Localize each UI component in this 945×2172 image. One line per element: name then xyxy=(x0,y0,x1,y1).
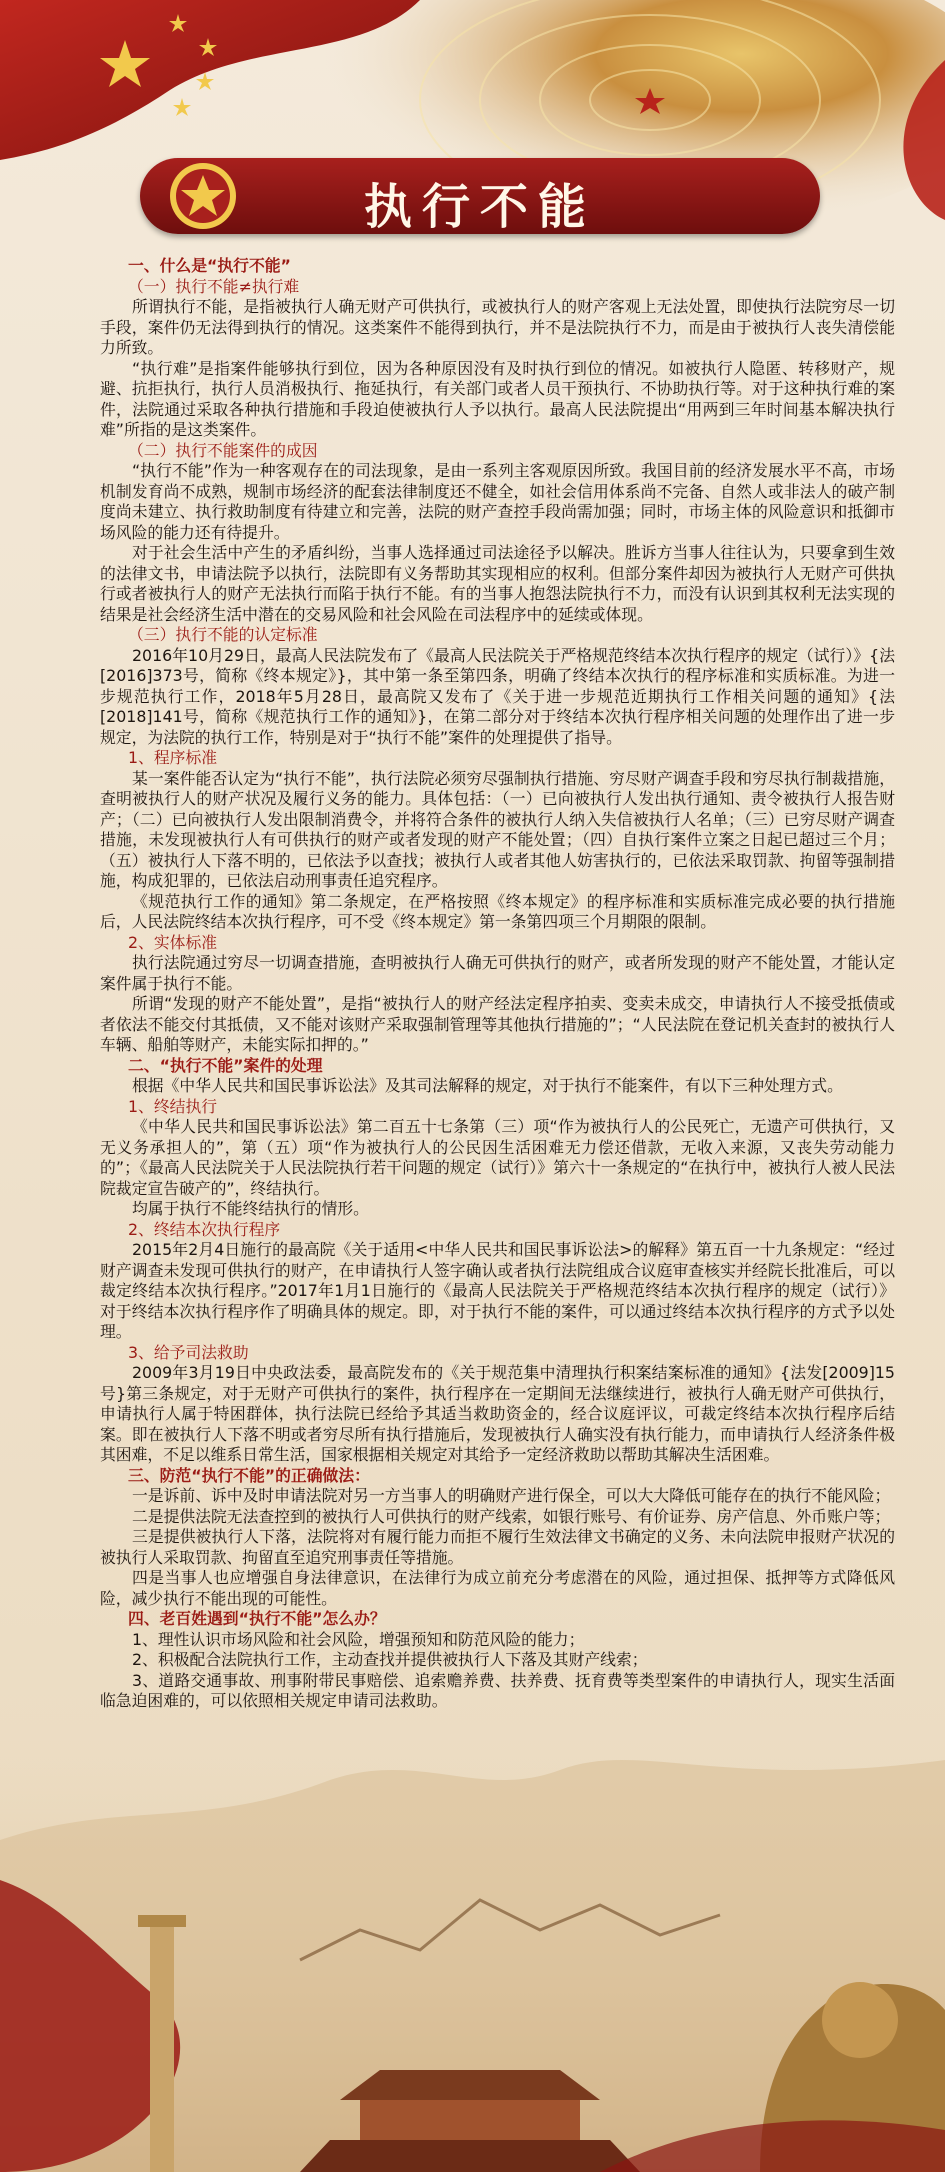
paragraph: 执行法院通过穷尽一切调查措施，查明被执行人确无可供执行的财产，或者所发现的财产不能处置，才能认定案件属于执行不能。 xyxy=(100,953,895,993)
section-heading: 三、防范“执行不能”的正确做法： xyxy=(128,1465,370,1485)
section-heading: （一）执行不能≠执行难 xyxy=(128,276,300,296)
paragraph: 《中华人民共和国民事诉讼法》第二百五十七条第（三）项“作为被执行人的公民死亡，无遗产可供执行，又无义务承担人的”，第（五）项“作为被执行人的公民因生活困难无力偿还借款，无收入来源，又丧失劳动能力的”；《最高人民法院关于人民法院执行若干问题的规定（试行）》第六十一条规定的“在执行中，被执行人被人民法院裁定宣告破产的”，终结执行。 xyxy=(100,1117,895,1198)
section-heading: 2、终结本次执行程序 xyxy=(128,1219,281,1239)
paragraph: 一是诉前、诉中及时申请法院对另一方当事人的明确财产进行保全，可以大大降低可能存在的执行不能风险； xyxy=(132,1486,891,1505)
paragraph: 3、道路交通事故、刑事附带民事赔偿、追索赡养费、扶养费、抚育费等类型案件的申请执行人，现实生活面临急迫困难的，可以依照相关规定申请司法救助。 xyxy=(100,1670,895,1710)
section-heading: 1、程序标准 xyxy=(128,748,218,767)
paragraph: 2、积极配合法院执行工作，主动查找并提供被执行人下落及其财产线索； xyxy=(132,1650,648,1669)
section-heading: 2、实体标准 xyxy=(128,932,218,952)
section-heading: 四、老百姓遇到“执行不能”怎么办？ xyxy=(128,1609,386,1628)
star-emblem-icon xyxy=(168,161,238,231)
paragraph: 根据《中华人民共和国民事诉讼法》及其司法解释的规定，对于执行不能案件，有以下三种处理方式。 xyxy=(132,1076,843,1095)
paragraph: 2009年3月19日中央政法委，最高院发布的《关于规范集中清理执行积案结案标准的通知》{法发[2009]15号}第三条规定，对于无财产可供执行的案件，执行程序在一定期间无法继续进行，被执行人确无财产可供执行，申请执行人属于特困群体，执行法院已经给予其适当救助资金的，经合议庭评议，可裁定终结本次执行程序后结案。即在被执行人下落不明或者穷尽所有执行措施后，发现被执行人确实没有执行能力，而申请执行人经济条件极其困难，不足以维系日常生活，国家根据相关规定对其给予一定经济救助以帮助其解决生活困难。 xyxy=(100,1363,895,1464)
section-heading: 一、什么是“执行不能” xyxy=(128,256,291,275)
paragraph: 三是提供被执行人下落，法院将对有履行能力而拒不履行生效法律文书确定的义务、未向法院申报财产状况的被执行人采取罚款、拘留直至追究刑事责任等措施。 xyxy=(100,1527,895,1567)
section-heading: 3、给予司法救助 xyxy=(128,1342,249,1362)
article-body xyxy=(100,256,895,1712)
section-heading: （三）执行不能的认定标准 xyxy=(128,625,318,644)
title-banner xyxy=(140,158,820,234)
paragraph: 所谓执行不能，是指被执行人确无财产可供执行，或被执行人的财产客观上无法处置，即使执行法院穷尽一切手段，案件仍无法得到执行的情况。这类案件不能得到执行，并不是法院执行不力，而是由于被执行人丧失清偿能力所致。 xyxy=(100,297,895,357)
section-heading: （二）执行不能案件的成因 xyxy=(128,440,318,460)
section-heading: 1、终结执行 xyxy=(128,1096,218,1116)
paragraph: 1、理性认识市场风险和社会风险，增强预知和防范风险的能力； xyxy=(132,1629,585,1649)
section-heading: 二、“执行不能”案件的处理 xyxy=(128,1055,323,1075)
page-title: 执行不能 xyxy=(363,179,596,235)
paragraph: 《规范执行工作的通知》第二条规定，在严格按照《终本规定》的程序标准和实质标准完成必要的执行措施后，人民法院终结本次执行程序，可不受《终本规定》第一条第四项三个月期限的限制。 xyxy=(100,891,895,931)
paragraph: 某一案件能否认定为“执行不能”，执行法院必须穷尽强制执行措施、穷尽财产调查手段和穷尽执行制裁措施，查明被执行人的财产状况及履行义务的能力。具体包括：（一）已向被执行人发出执行通知、责令被执行人报告财产；（二）已向被执行人发出限制消费令，并将符合条件的被执行人纳入失信被执行人名单；（三）已穷尽财产调查措施，未发现被执行人有可供执行的财产或者发现的财产不能处置；（四）自执行案件立案之日起已超过三个月；（五）被执行人下落不明的，已依法予以查找；被执行人或者其他人妨害执行的，已依法采取罚款、拘留等强制措施，构成犯罪的，已依法启动刑事责任追究程序。 xyxy=(100,768,895,890)
paragraph: 所谓“发现的财产不能处置”，是指“被执行人的财产经法定程序拍卖、变卖未成交，申请执行人不接受抵债或者依法不能交付其抵债，又不能对该财产采取强制管理等其他执行措施的”；“人民法院在登记机关查封的被执行人车辆、船舶等财产，未能实际扣押的。” xyxy=(100,994,895,1054)
paragraph: 2016年10月29日，最高人民法院发布了《最高人民法院关于严格规范终结本次执行程序的规定（试行）》{法[2016]373号，简称《终本规定》}，其中第一条至第四条，明确了终结本次执行的程序标准和实质标准。为进一步规范执行工作，2018年5月28日，最高院又发布了《关于进一步规范近期执行工作相关问题的通知》{法[2018]141号，简称《规范执行工作的通知》}，在第二部分对于终结本次执行程序相关问题的处理作出了进一步规定，为法院的执行工作，特别是对于“执行不能”案件的处理提供了指导。 xyxy=(100,645,895,747)
paragraph: 对于社会生活中产生的矛盾纠纷，当事人选择通过司法途径予以解决。胜诉方当事人往往认为，只要拿到生效的法律文书，申请法院予以执行，法院即有义务帮助其实现相应的权利。但部分案件却因为被执行人无财产可供执行或者被执行人的财产无法执行而陷于执行不能。有的当事人抱怨法院执行不力，而没有认识到其权利无法实现的结果是社会经济生活中潜在的交易风险和社会风险在司法程序中的延续或体现。 xyxy=(100,543,895,624)
paragraph: 均属于执行不能终结执行的情形。 xyxy=(132,1199,369,1218)
paragraph: 四是当事人也应增强自身法律意识，在法律行为成立前充分考虑潜在的风险，通过担保、抵押等方式降低风险，减少执行不能出现的可能性。 xyxy=(100,1568,895,1608)
paragraph: 2015年2月4日施行的最高院《关于适用<中华人民共和国民事诉讼法>的解释》第五百一十九条规定：“经过财产调查未发现可供执行的财产，在申请执行人签字确认或者执行法院组成合议庭审查核实并经院长批准后，可以裁定终结本次执行程序。”2017年1月1日施行的《最高人民法院关于严格规范终结本次执行程序的规定（试行）》对于终结本次执行程序作了明确具体的规定。即，对于执行不能的案件，可以通过终结本次执行程序的方式予以处理。 xyxy=(100,1240,895,1341)
paragraph: 二是提供法院无法查控到的被执行人可供执行的财产线索，如银行账号、有价证券、房产信息、外币账户等； xyxy=(132,1506,891,1526)
paragraph: “执行难”是指案件能够执行到位，因为各种原因没有及时执行到位的情况。如被执行人隐匿、转移财产，规避、抗拒执行，执行人员消极执行、拖延执行，有关部门或者人员干预执行、不协助执行等。对于这种执行难的案件，法院通过采取各种执行措施和手段迫使被执行人予以执行。最高人民法院提出“用两到三年时间基本解决执行难”所指的是这类案件。 xyxy=(100,358,895,439)
paragraph: “执行不能”作为一种客观存在的司法现象，是由一系列主客观原因所致。我国目前的经济发展水平不高，市场机制发育尚不成熟，规制市场经济的配套法律制度还不健全，如社会信用体系尚不完备、自然人或非法人的破产制度尚未建立、执行救助制度有待建立和完善，法院的财产查控手段尚需加强；同时，市场主体的风险意识和抵御市场风险的能力还有待提升。 xyxy=(100,461,895,542)
